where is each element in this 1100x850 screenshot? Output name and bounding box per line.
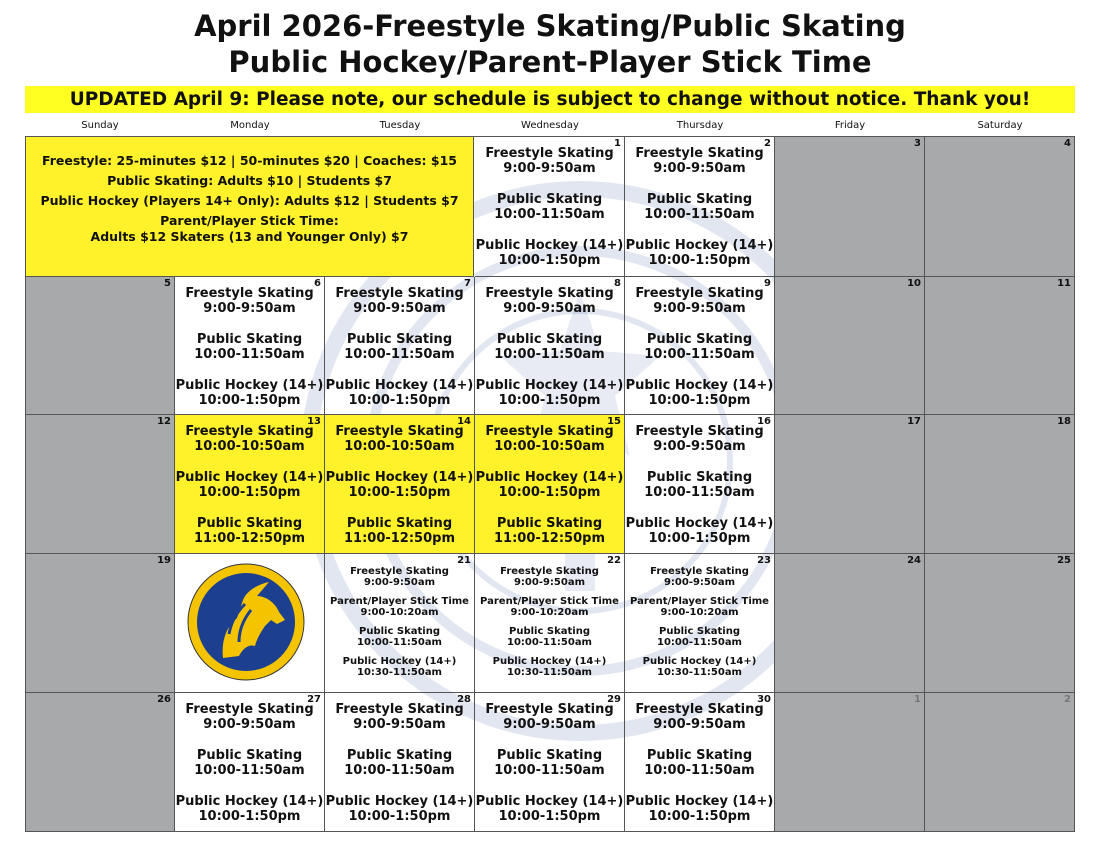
schedule-event bbox=[625, 332, 774, 362]
event-time: 10:30-11:50am bbox=[507, 666, 592, 678]
event-time: 9:00-9:50am bbox=[663, 576, 736, 588]
event-name: Public Skating bbox=[196, 516, 303, 531]
day-number: 1 bbox=[914, 694, 921, 705]
event-time: 10:00-1:50pm bbox=[498, 485, 601, 500]
day-number: 27 bbox=[307, 694, 321, 705]
day-number: 15 bbox=[607, 416, 621, 427]
schedule-event bbox=[175, 332, 324, 362]
schedule-event bbox=[625, 748, 774, 778]
calendar-day-cell bbox=[325, 277, 475, 415]
day-number: 24 bbox=[907, 555, 921, 566]
calendar-day-cell bbox=[625, 277, 775, 415]
day-number: 29 bbox=[607, 694, 621, 705]
calendar-day-cell bbox=[625, 693, 775, 832]
schedule-event bbox=[325, 748, 474, 778]
event-time: 9:00-9:50am bbox=[653, 439, 746, 454]
event-name: Public Hockey (14+) bbox=[625, 238, 774, 253]
schedule-event bbox=[325, 470, 474, 500]
event-time: 9:00-9:50am bbox=[653, 717, 746, 732]
event-time: 9:00-9:50am bbox=[653, 301, 746, 316]
event-time: 10:00-1:50pm bbox=[648, 253, 751, 268]
event-time: 10:00-11:50am bbox=[644, 763, 755, 778]
calendar-day-cell bbox=[175, 277, 325, 415]
event-name: Public Skating bbox=[196, 748, 303, 763]
schedule-event bbox=[625, 470, 774, 500]
event-name: Public Hockey (14+) bbox=[325, 794, 474, 809]
schedule-event bbox=[625, 516, 774, 546]
event-time: 10:00-1:50pm bbox=[198, 485, 301, 500]
calendar-grid bbox=[25, 136, 1075, 834]
calendar-day-cell bbox=[25, 277, 175, 415]
event-time: 10:00-11:50am bbox=[344, 763, 455, 778]
event-name: Freestyle Skating bbox=[485, 286, 614, 301]
day-events bbox=[625, 286, 774, 415]
event-time: 10:00-11:50am bbox=[357, 636, 442, 648]
day-number: 14 bbox=[457, 416, 471, 427]
schedule-event bbox=[625, 378, 774, 408]
day-number: 9 bbox=[764, 278, 771, 289]
calendar-day-cell bbox=[775, 137, 925, 277]
schedule-event bbox=[625, 794, 774, 824]
calendar-day-cell bbox=[325, 415, 475, 554]
day-events bbox=[175, 286, 324, 415]
weekday-tuesday: Tuesday bbox=[379, 120, 421, 131]
schedule-event bbox=[625, 286, 774, 316]
schedule-event bbox=[325, 516, 474, 546]
calendar-day-cell bbox=[925, 137, 1075, 277]
schedule-event bbox=[475, 146, 624, 176]
event-time: 9:00-9:50am bbox=[503, 717, 596, 732]
schedule-event bbox=[175, 702, 324, 732]
schedule-event bbox=[175, 794, 324, 824]
schedule-event bbox=[475, 627, 624, 648]
event-time: 9:00-9:50am bbox=[513, 576, 586, 588]
schedule-event bbox=[475, 192, 624, 222]
event-time: 10:00-1:50pm bbox=[498, 393, 601, 408]
day-number: 13 bbox=[307, 416, 321, 427]
weekday-thursday: Thursday bbox=[676, 120, 724, 131]
event-name: Public Skating bbox=[346, 748, 453, 763]
schedule-event bbox=[325, 567, 474, 588]
calendar-day-cell bbox=[625, 137, 775, 277]
event-name: Parent/Player Stick Time bbox=[330, 596, 469, 607]
event-time: 10:00-11:50am bbox=[344, 347, 455, 362]
day-number: 11 bbox=[1057, 278, 1071, 289]
schedule-event bbox=[325, 657, 474, 678]
schedule-event bbox=[625, 657, 774, 678]
day-number: 10 bbox=[907, 278, 921, 289]
event-name: Public Skating bbox=[646, 470, 753, 485]
day-number: 3 bbox=[914, 138, 921, 149]
day-events bbox=[625, 424, 774, 554]
event-time: 10:00-11:50am bbox=[644, 485, 755, 500]
event-time: 10:00-11:50am bbox=[657, 636, 742, 648]
day-number: 30 bbox=[757, 694, 771, 705]
page-subtitle: Public Hockey/Parent-Player Stick Time bbox=[228, 45, 872, 79]
schedule-event bbox=[475, 702, 624, 732]
schedule-event bbox=[325, 332, 474, 362]
event-name: Freestyle Skating bbox=[635, 424, 764, 439]
event-time: 10:00-10:50am bbox=[344, 439, 455, 454]
event-name: Public Hockey (14+) bbox=[642, 656, 757, 667]
schedule-event bbox=[325, 424, 474, 454]
event-time: 10:00-1:50pm bbox=[498, 253, 601, 268]
event-name: Public Skating bbox=[496, 332, 603, 347]
event-name: Public Hockey (14+) bbox=[342, 656, 457, 667]
event-name: Public Skating bbox=[496, 192, 603, 207]
day-number: 17 bbox=[907, 416, 921, 427]
event-time: 9:00-10:20am bbox=[360, 606, 439, 618]
event-name: Public Hockey (14+) bbox=[175, 470, 324, 485]
event-name: Parent/Player Stick Time bbox=[630, 596, 769, 607]
event-name: Freestyle Skating bbox=[350, 566, 449, 577]
event-time: 10:00-10:50am bbox=[194, 439, 305, 454]
event-name: Public Skating bbox=[496, 516, 603, 531]
event-time: 10:00-11:50am bbox=[644, 347, 755, 362]
page-title: April 2026-Freestyle Skating/Public Skating bbox=[194, 9, 906, 43]
calendar-day-cell bbox=[25, 554, 175, 693]
event-name: Freestyle Skating bbox=[635, 146, 764, 161]
day-events bbox=[475, 146, 624, 277]
pricing-public-skating: Public Skating: Adults $10 | Students $7 bbox=[107, 173, 392, 188]
schedule-event bbox=[625, 146, 774, 176]
calendar-day-cell bbox=[925, 554, 1075, 693]
calendar-day-cell bbox=[775, 415, 925, 554]
day-events bbox=[325, 424, 474, 554]
event-time: 10:00-11:50am bbox=[194, 347, 305, 362]
event-name: Public Skating bbox=[659, 626, 740, 637]
schedule-event bbox=[175, 378, 324, 408]
schedule-event bbox=[625, 597, 774, 618]
event-name: Parent/Player Stick Time bbox=[480, 596, 619, 607]
weekday-header bbox=[25, 116, 1075, 136]
schedule-event bbox=[175, 516, 324, 546]
event-time: 10:00-1:50pm bbox=[348, 485, 451, 500]
calendar-day-cell bbox=[925, 693, 1075, 832]
schedule-event bbox=[325, 627, 474, 648]
event-name: Freestyle Skating bbox=[650, 566, 749, 577]
calendar-day-cell bbox=[475, 554, 625, 693]
event-name: Public Hockey (14+) bbox=[175, 378, 324, 393]
event-time: 9:00-9:50am bbox=[653, 161, 746, 176]
day-events bbox=[625, 702, 774, 832]
weekday-wednesday: Wednesday bbox=[521, 120, 579, 131]
calendar-day-cell bbox=[925, 277, 1075, 415]
day-number: 2 bbox=[1064, 694, 1071, 705]
schedule-event bbox=[325, 597, 474, 618]
day-events bbox=[475, 286, 624, 415]
event-name: Freestyle Skating bbox=[485, 702, 614, 717]
day-number: 18 bbox=[1057, 416, 1071, 427]
calendar-day-cell bbox=[475, 693, 625, 832]
schedule-event bbox=[475, 597, 624, 618]
event-time: 10:00-1:50pm bbox=[498, 809, 601, 824]
calendar-day-cell bbox=[775, 693, 925, 832]
event-name: Freestyle Skating bbox=[485, 424, 614, 439]
day-number: 26 bbox=[157, 694, 171, 705]
event-name: Freestyle Skating bbox=[635, 702, 764, 717]
day-events bbox=[175, 424, 324, 554]
schedule-event bbox=[625, 627, 774, 648]
event-name: Public Skating bbox=[646, 748, 753, 763]
event-time: 10:00-1:50pm bbox=[348, 393, 451, 408]
schedule-event bbox=[625, 702, 774, 732]
event-name: Public Hockey (14+) bbox=[475, 238, 624, 253]
weekday-sunday: Sunday bbox=[81, 120, 119, 131]
day-events bbox=[325, 286, 474, 415]
schedule-event bbox=[475, 424, 624, 454]
event-time: 10:00-1:50pm bbox=[198, 809, 301, 824]
pricing-stick-time-title: Parent/Player Stick Time: bbox=[160, 213, 339, 228]
calendar-day-cell bbox=[775, 554, 925, 693]
calendar-day-cell bbox=[475, 137, 625, 277]
calendar-day-cell bbox=[175, 415, 325, 554]
schedule-event bbox=[325, 286, 474, 316]
schedule-event bbox=[175, 748, 324, 778]
event-name: Public Hockey (14+) bbox=[492, 656, 607, 667]
schedule-event bbox=[475, 794, 624, 824]
event-time: 9:00-9:50am bbox=[363, 576, 436, 588]
calendar-day-cell bbox=[775, 277, 925, 415]
day-events bbox=[475, 702, 624, 832]
schedule-event bbox=[475, 567, 624, 588]
schedule-event bbox=[325, 702, 474, 732]
schedule-event bbox=[625, 567, 774, 588]
event-time: 10:00-11:50am bbox=[194, 763, 305, 778]
event-name: Public Skating bbox=[346, 332, 453, 347]
event-name: Public Hockey (14+) bbox=[325, 470, 474, 485]
event-time: 9:00-10:20am bbox=[510, 606, 589, 618]
pricing-stick-time-prices: Adults $12 Skaters (13 and Younger Only) $7 bbox=[90, 229, 409, 244]
event-time: 9:00-9:50am bbox=[503, 161, 596, 176]
weekday-saturday: Saturday bbox=[977, 120, 1023, 131]
day-number: 4 bbox=[1064, 138, 1071, 149]
unicorn-logo-icon bbox=[185, 560, 307, 684]
event-name: Public Hockey (14+) bbox=[325, 378, 474, 393]
schedule-event bbox=[625, 192, 774, 222]
event-name: Freestyle Skating bbox=[635, 286, 764, 301]
update-notice: UPDATED April 9: Please note, our schedule is subject to change without notice. Thank you! bbox=[25, 86, 1075, 113]
day-events bbox=[475, 567, 624, 687]
calendar-day-cell bbox=[325, 554, 475, 693]
day-events bbox=[175, 702, 324, 832]
day-number: 25 bbox=[1057, 555, 1071, 566]
event-time: 11:00-12:50pm bbox=[343, 531, 455, 546]
schedule-event bbox=[475, 332, 624, 362]
event-name: Freestyle Skating bbox=[500, 566, 599, 577]
schedule-event bbox=[325, 794, 474, 824]
event-time: 9:00-9:50am bbox=[203, 301, 296, 316]
day-number: 16 bbox=[757, 416, 771, 427]
pricing-public-hockey: Public Hockey (Players 14+ Only): Adults $12 | Students $7 bbox=[40, 193, 459, 208]
calendar-day-cell bbox=[25, 415, 175, 554]
calendar-day-cell bbox=[625, 415, 775, 554]
calendar-day-cell bbox=[925, 415, 1075, 554]
pricing-freestyle: Freestyle: 25-minutes $12 | 50-minutes $20 | Coaches: $15 bbox=[42, 153, 457, 168]
event-time: 10:00-1:50pm bbox=[198, 393, 301, 408]
event-time: 10:00-11:50am bbox=[494, 207, 605, 222]
weekday-monday: Monday bbox=[230, 120, 270, 131]
day-number: 12 bbox=[157, 416, 171, 427]
event-time: 10:00-1:50pm bbox=[648, 809, 751, 824]
schedule-event bbox=[475, 516, 624, 546]
day-events bbox=[625, 146, 774, 277]
event-time: 9:00-9:50am bbox=[353, 301, 446, 316]
schedule-event bbox=[475, 470, 624, 500]
event-name: Freestyle Skating bbox=[335, 286, 464, 301]
event-name: Freestyle Skating bbox=[335, 424, 464, 439]
schedule-event bbox=[475, 286, 624, 316]
event-name: Public Skating bbox=[346, 516, 453, 531]
event-name: Freestyle Skating bbox=[185, 702, 314, 717]
event-name: Public Skating bbox=[646, 192, 753, 207]
calendar-day-cell bbox=[325, 693, 475, 832]
event-time: 9:00-9:50am bbox=[353, 717, 446, 732]
calendar-day-cell bbox=[175, 554, 325, 693]
day-number: 6 bbox=[314, 278, 321, 289]
event-name: Freestyle Skating bbox=[335, 702, 464, 717]
calendar-day-cell bbox=[475, 277, 625, 415]
event-name: Freestyle Skating bbox=[185, 424, 314, 439]
event-name: Public Skating bbox=[196, 332, 303, 347]
calendar-day-cell bbox=[625, 554, 775, 693]
day-number: 28 bbox=[457, 694, 471, 705]
calendar-day-cell bbox=[175, 693, 325, 832]
event-name: Public Hockey (14+) bbox=[625, 516, 774, 531]
schedule-event bbox=[475, 748, 624, 778]
event-time: 10:00-11:50am bbox=[507, 636, 592, 648]
day-number: 23 bbox=[757, 555, 771, 566]
event-time: 10:00-1:50pm bbox=[648, 393, 751, 408]
schedule-event bbox=[625, 424, 774, 454]
schedule-event bbox=[475, 238, 624, 268]
schedule-event bbox=[325, 378, 474, 408]
event-name: Public Skating bbox=[496, 748, 603, 763]
event-name: Freestyle Skating bbox=[185, 286, 314, 301]
event-name: Public Skating bbox=[509, 626, 590, 637]
schedule-event bbox=[175, 470, 324, 500]
event-name: Public Hockey (14+) bbox=[475, 470, 624, 485]
day-number: 8 bbox=[614, 278, 621, 289]
event-time: 10:00-1:50pm bbox=[348, 809, 451, 824]
day-events bbox=[325, 567, 474, 687]
day-number: 1 bbox=[614, 138, 621, 149]
day-events bbox=[625, 567, 774, 687]
event-time: 9:00-9:50am bbox=[503, 301, 596, 316]
event-time: 11:00-12:50pm bbox=[193, 531, 305, 546]
event-time: 9:00-9:50am bbox=[203, 717, 296, 732]
schedule-event bbox=[175, 286, 324, 316]
event-name: Public Hockey (14+) bbox=[475, 794, 624, 809]
event-name: Freestyle Skating bbox=[485, 146, 614, 161]
event-name: Public Skating bbox=[646, 332, 753, 347]
event-name: Public Hockey (14+) bbox=[625, 378, 774, 393]
schedule-event bbox=[175, 424, 324, 454]
event-time: 10:30-11:50am bbox=[357, 666, 442, 678]
event-time: 10:00-11:50am bbox=[644, 207, 755, 222]
pricing-info-box bbox=[25, 137, 474, 277]
event-time: 10:00-11:50am bbox=[494, 347, 605, 362]
day-events bbox=[325, 702, 474, 832]
event-name: Public Hockey (14+) bbox=[175, 794, 324, 809]
schedule-event bbox=[625, 238, 774, 268]
weekday-friday: Friday bbox=[834, 120, 866, 131]
day-number: 21 bbox=[457, 555, 471, 566]
calendar-day-cell bbox=[25, 693, 175, 832]
event-time: 11:00-12:50pm bbox=[493, 531, 605, 546]
day-events bbox=[475, 424, 624, 554]
event-time: 10:00-10:50am bbox=[494, 439, 605, 454]
schedule-event bbox=[475, 378, 624, 408]
event-time: 10:00-11:50am bbox=[494, 763, 605, 778]
event-time: 9:00-10:20am bbox=[660, 606, 739, 618]
day-number: 2 bbox=[764, 138, 771, 149]
event-name: Public Skating bbox=[359, 626, 440, 637]
event-name: Public Hockey (14+) bbox=[475, 378, 624, 393]
day-number: 5 bbox=[164, 278, 171, 289]
event-time: 10:00-1:50pm bbox=[648, 531, 751, 546]
event-time: 10:30-11:50am bbox=[657, 666, 742, 678]
day-number: 19 bbox=[157, 555, 171, 566]
day-number: 7 bbox=[464, 278, 471, 289]
event-name: Public Hockey (14+) bbox=[625, 794, 774, 809]
day-number: 22 bbox=[607, 555, 621, 566]
calendar-day-cell bbox=[475, 415, 625, 554]
schedule-event bbox=[475, 657, 624, 678]
